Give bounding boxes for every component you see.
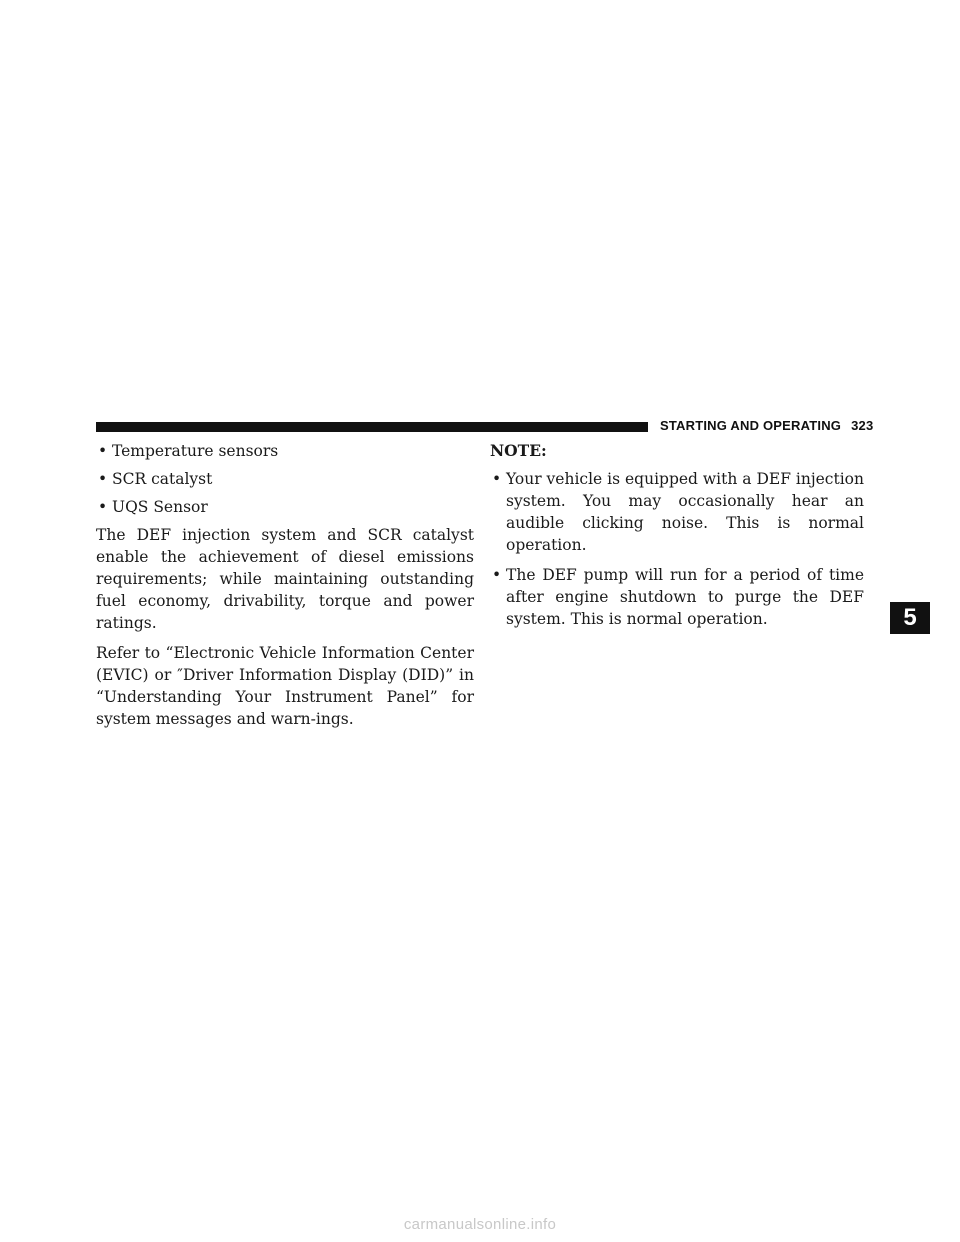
bullet-icon: • [492, 470, 502, 488]
list-item-text: The DEF pump will run for a period of time after engine shutdown to purge the DEF system. This is normal operation. [506, 566, 864, 628]
bullet-icon: • [98, 442, 108, 460]
section-title: STARTING AND OPERATING [660, 418, 842, 433]
list-item [96, 496, 474, 518]
list-item [96, 468, 474, 490]
list-item-text: Your vehicle is equipped with a DEF injection system. You may occasionally hear an audible clicking noise. This is normal operation. [506, 470, 864, 554]
note-heading: NOTE: [490, 441, 547, 460]
list-item-text: UQS Sensor [112, 498, 208, 516]
list-item-text: Temperature sensors [112, 442, 279, 460]
list-item [490, 468, 864, 556]
right-column [490, 440, 864, 638]
watermark: carmanualsonline.info [403, 1216, 557, 1233]
chapter-tab: 5 [890, 602, 930, 634]
list-item-text: SCR catalyst [112, 470, 213, 488]
header-rule [96, 422, 648, 432]
bullet-icon: • [98, 470, 108, 488]
list-item [490, 564, 864, 630]
page-number: 323 [851, 418, 874, 433]
bullet-icon: • [492, 566, 502, 584]
body-paragraph: The DEF injection system and SCR catalyst enable the achievement of diesel emissions requirements; while maintaining outstanding fuel economy, drivability, torque and power ratings. [96, 526, 474, 632]
bullet-icon: • [98, 498, 108, 516]
list-item [96, 440, 474, 462]
running-header [660, 418, 873, 433]
body-paragraph: Refer to “Electronic Vehicle Information Center (EVIC) or ″Driver Information Display (DID)” in “Understanding Your Instrument Panel” for system messages and warn-ings. [96, 644, 474, 728]
left-column [96, 440, 474, 738]
